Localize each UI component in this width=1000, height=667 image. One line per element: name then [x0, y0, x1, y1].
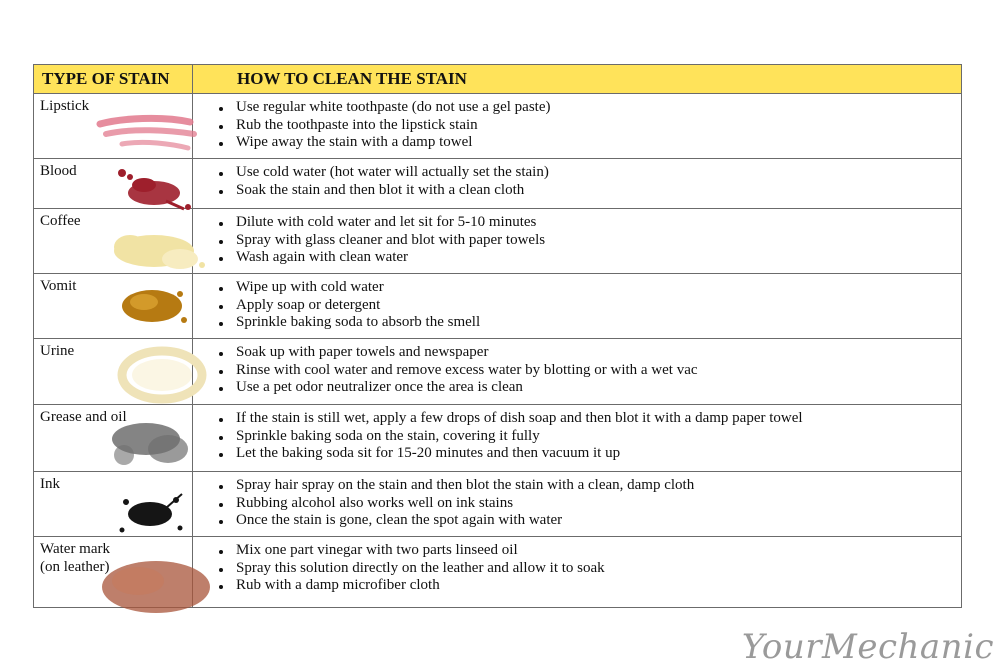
list-item: Use cold water (hot water will actually set the stain): [236, 164, 961, 182]
cleaning-steps-cell: [193, 339, 962, 405]
list-item: Soak the stain and then blot it with a clean cloth: [236, 182, 961, 200]
list-item: Apply soap or detergent: [236, 297, 961, 315]
stain-type-label: Urine: [40, 343, 75, 359]
stain-cleaning-table: [33, 64, 962, 608]
list-item: Spray with glass cleaner and blot with paper towels: [236, 232, 961, 250]
stain-type-cell: [34, 159, 193, 209]
list-item: Wipe away the stain with a damp towel: [236, 134, 961, 152]
stain-type-cell: [34, 537, 193, 608]
list-item: Soak up with paper towels and newspaper: [236, 344, 961, 362]
table-body: [34, 94, 962, 608]
stain-type-label: Grease and oil: [40, 409, 127, 425]
list-item: Let the baking soda sit for 15-20 minutes and then vacuum it up: [236, 445, 961, 463]
cleaning-steps-list: [193, 477, 961, 530]
list-item: Rub with a damp microfiber cloth: [236, 577, 961, 595]
cleaning-steps-cell: [193, 94, 962, 159]
table-header-row: [34, 65, 962, 94]
list-item: Use regular white toothpaste (do not use a gel paste): [236, 99, 961, 117]
stain-type-label: Vomit: [40, 278, 77, 294]
table-row: [34, 537, 962, 608]
cleaning-steps-cell: [193, 209, 962, 274]
stain-type-label: Lipstick: [40, 98, 90, 114]
stain-type-label: Ink: [40, 476, 60, 492]
stain-type-cell: [34, 339, 193, 405]
cleaning-steps-list: [193, 164, 961, 199]
list-item: Sprinkle baking soda on the stain, covering it fully: [236, 428, 961, 446]
list-item: Use a pet odor neutralizer once the area is clean: [236, 379, 961, 397]
list-item: Dilute with cold water and let sit for 5-10 minutes: [236, 214, 961, 232]
table-row: [34, 94, 962, 159]
table-row: [34, 472, 962, 537]
cleaning-steps-cell: [193, 537, 962, 608]
table-row: [34, 339, 962, 405]
cleaning-steps-cell: [193, 405, 962, 472]
list-item: Mix one part vinegar with two parts linseed oil: [236, 542, 961, 560]
list-item: Wash again with clean water: [236, 249, 961, 267]
list-item: Spray this solution directly on the leather and allow it to soak: [236, 560, 961, 578]
cleaning-steps-list: [193, 214, 961, 267]
stain-type-label: Blood: [40, 163, 77, 179]
stain-type-label: Coffee: [40, 213, 81, 229]
list-item: If the stain is still wet, apply a few drops of dish soap and then blot it with a damp paper towel: [236, 410, 961, 428]
table-row: [34, 159, 962, 209]
list-item: Rinse with cool water and remove excess water by blotting or with a wet vac: [236, 362, 961, 380]
header-how-to-clean: HOW TO CLEAN THE STAIN: [193, 65, 962, 94]
list-item: Sprinkle baking soda to absorb the smell: [236, 314, 961, 332]
table-row: [34, 274, 962, 339]
table-row: [34, 209, 962, 274]
cleaning-steps-list: [193, 410, 961, 463]
yourmechanic-logo: YourMechanic: [741, 627, 994, 667]
list-item: Rub the toothpaste into the lipstick stain: [236, 117, 961, 135]
list-item: Wipe up with cold water: [236, 279, 961, 297]
table-row: [34, 405, 962, 472]
stain-type-cell: [34, 274, 193, 339]
cleaning-steps-cell: [193, 472, 962, 537]
cleaning-steps-list: [193, 279, 961, 332]
cleaning-steps-list: [193, 344, 961, 397]
stain-type-cell: [34, 94, 193, 159]
stain-type-label: Water mark (on leather): [40, 541, 111, 575]
cleaning-steps-cell: [193, 159, 962, 209]
stain-type-cell: [34, 405, 193, 472]
stain-type-cell: [34, 472, 193, 537]
cleaning-steps-list: [193, 542, 961, 595]
list-item: Spray hair spray on the stain and then blot the stain with a clean, damp cloth: [236, 477, 961, 495]
list-item: Rubbing alcohol also works well on ink stains: [236, 495, 961, 513]
header-type-of-stain: TYPE OF STAIN: [34, 65, 193, 94]
list-item: Once the stain is gone, clean the spot again with water: [236, 512, 961, 530]
cleaning-steps-cell: [193, 274, 962, 339]
stain-type-cell: [34, 209, 193, 274]
cleaning-steps-list: [193, 99, 961, 152]
